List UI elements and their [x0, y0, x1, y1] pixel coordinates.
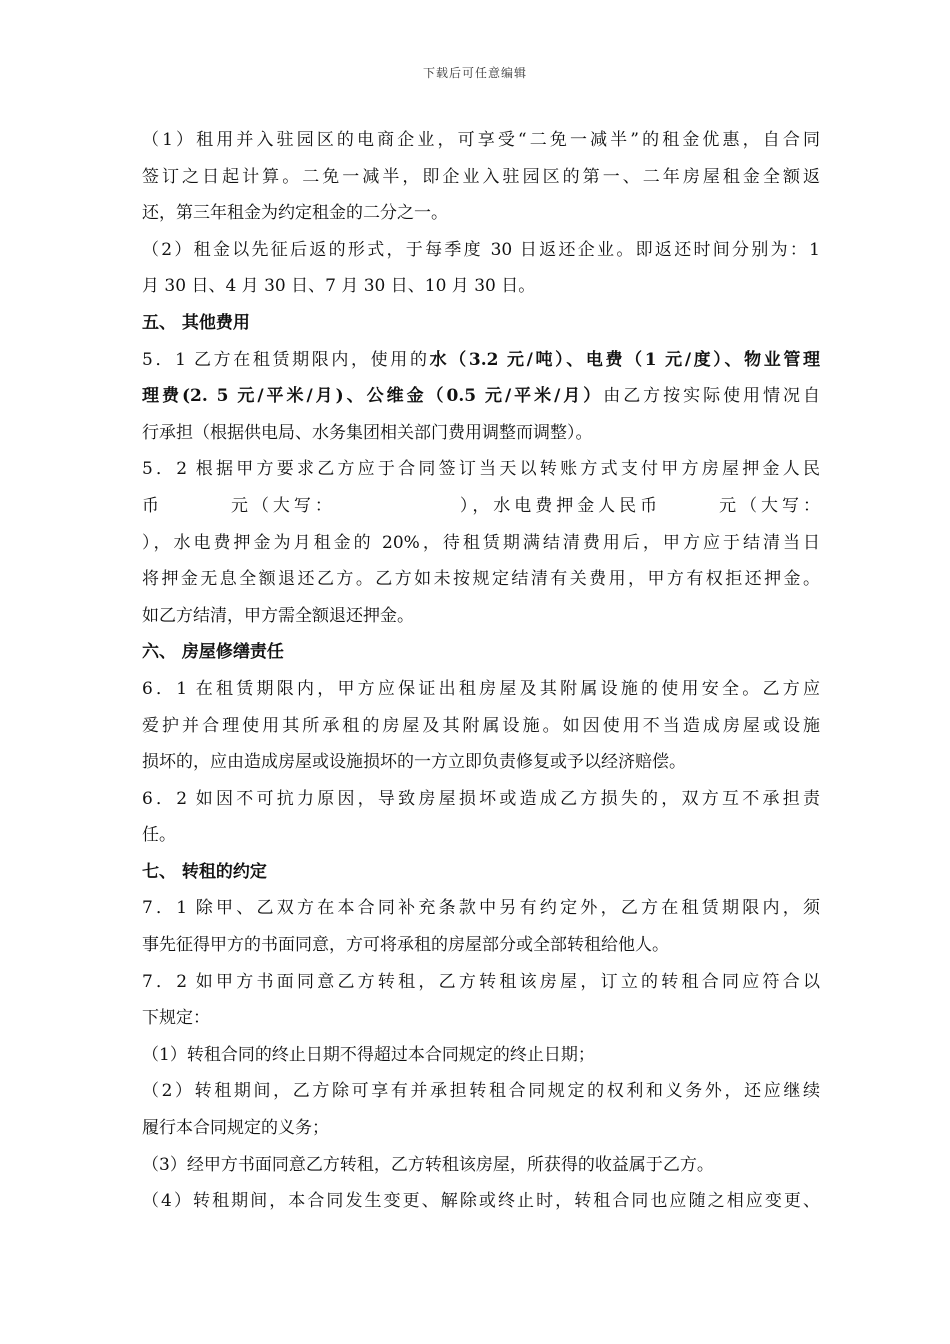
text-segment: ），水电费押金人民币	[455, 495, 662, 516]
text-line	[142, 708, 820, 745]
text-segment: 六、 房屋修缮责任	[142, 642, 284, 663]
text-segment: 事先征得甲方的书面同意，方可将承租的房屋部分或全部转租给他人。	[142, 935, 669, 956]
text-segment: 七、 转租的约定	[142, 861, 267, 882]
blank-fill-space	[661, 488, 715, 525]
text-line	[142, 305, 820, 342]
text-line	[142, 525, 820, 562]
text-segment: 损坏的，应由造成房屋或设施损坏的一方立即负责修复或予以经济赔偿。	[142, 752, 686, 773]
text-line	[142, 195, 820, 232]
text-line	[142, 342, 820, 379]
text-segment: 如乙方结清，甲方需全额退还押金。	[142, 605, 414, 626]
text-segment: 行承担（根据供电局、水务集团相关部门费用调整而调整）。	[142, 422, 593, 443]
text-segment: （1）转租合同的终止日期不得超过本合同规定的终止日期；	[142, 1044, 595, 1065]
text-segment: （1）租用并入驻园区的电商企业，可享受“二免一减半”的租金优惠，自合同	[142, 130, 820, 150]
document-body	[142, 122, 820, 1220]
page-header-note: 下载后可任意编辑	[422, 66, 527, 80]
text-line	[142, 378, 820, 415]
text-line	[142, 817, 820, 854]
text-segment: 月 30 日、4 月 30 日、7 月 30 日、10 月 30 日。	[142, 276, 536, 297]
text-segment: （4）转租期间，本合同发生变更、解除或终止时，转租合同也应随之相应变更、	[142, 1191, 820, 1212]
text-segment: 水（3.2 元/吨）、电费（1 元/度）、物业管理	[429, 349, 820, 370]
text-line	[142, 1183, 820, 1220]
text-line	[142, 598, 820, 635]
text-segment: 6．2 如因不可抗力原因，导致房屋损坏或造成乙方损失的，双方互不承担责	[142, 788, 820, 809]
text-segment: （2）租金以先征后返的形式，于每季度 30 日返还企业。即返还时间分别为：1	[142, 239, 820, 260]
text-line	[142, 561, 820, 598]
text-segment: 理费(2. 5 元/平米/月)、公维金（0.5 元/平米/月）	[142, 386, 604, 407]
text-segment: 7．2 如甲方书面同意乙方转租，乙方转租该房屋，订立的转租合同应符合以	[142, 971, 820, 992]
text-segment: 任。	[142, 825, 176, 846]
text-segment: （3）经甲方书面同意乙方转租，乙方转租该房屋，所获得的收益属于乙方。	[142, 1154, 714, 1175]
text-line	[142, 1073, 820, 1110]
text-line	[142, 1000, 820, 1037]
text-line	[142, 159, 820, 196]
blank-fill-space	[163, 488, 227, 525]
text-segment: 币	[142, 495, 163, 516]
text-segment: 履行本合同规定的义务；	[142, 1118, 329, 1139]
text-segment: 7．1 除甲、乙双方在本合同补充条款中另有约定外，乙方在租赁期限内，须	[142, 898, 820, 919]
text-segment: ），水电费押金为月租金的 20%，待租赁期满结清费用后，甲方应于结清当日	[142, 532, 820, 553]
text-line	[142, 1110, 820, 1147]
text-segment: 由乙方按实际使用情况自	[603, 386, 820, 407]
text-line	[142, 854, 820, 891]
text-line	[142, 488, 820, 525]
text-line	[142, 122, 820, 159]
blank-fill-space	[336, 488, 456, 525]
text-segment: 五、 其他费用	[142, 312, 250, 333]
text-segment: 元（大写：	[715, 495, 821, 516]
text-line	[142, 890, 820, 927]
text-line	[142, 781, 820, 818]
text-line	[142, 964, 820, 1001]
text-segment: 还，第三年租金为约定租金的二分之一。	[142, 203, 448, 224]
text-segment: （2）转租期间，乙方除可享有并承担转租合同规定的权利和义务外，还应继续	[142, 1081, 820, 1102]
text-segment: 签订之日起计算。二免一减半，即企业入驻园区的第一、二年房屋租金全额返	[142, 166, 820, 187]
text-line	[142, 268, 820, 305]
text-line	[142, 927, 820, 964]
text-segment: 爱护并合理使用其所承租的房屋及其附属设施。如因使用不当造成房屋或设施	[142, 715, 820, 736]
text-segment: 元（大写：	[226, 495, 336, 516]
text-segment: 6．1 在租赁期限内，甲方应保证出租房屋及其附属设施的使用安全。乙方应	[142, 678, 820, 699]
text-segment: 下规定：	[142, 1008, 210, 1029]
text-line	[142, 232, 820, 269]
text-line	[142, 671, 820, 708]
text-line	[142, 1037, 820, 1074]
text-line	[142, 415, 820, 452]
text-line	[142, 634, 820, 671]
text-line	[142, 451, 820, 488]
text-line	[142, 744, 820, 781]
text-segment: 5．1 乙方在租赁期限内，使用的	[142, 349, 430, 370]
text-segment: 将押金无息全额退还乙方。乙方如未按规定结清有关费用，甲方有权拒还押金。	[142, 569, 820, 590]
text-segment: 5．2 根据甲方要求乙方应于合同签订当天以转账方式支付甲方房屋押金人民	[142, 459, 820, 480]
text-line	[142, 1147, 820, 1184]
